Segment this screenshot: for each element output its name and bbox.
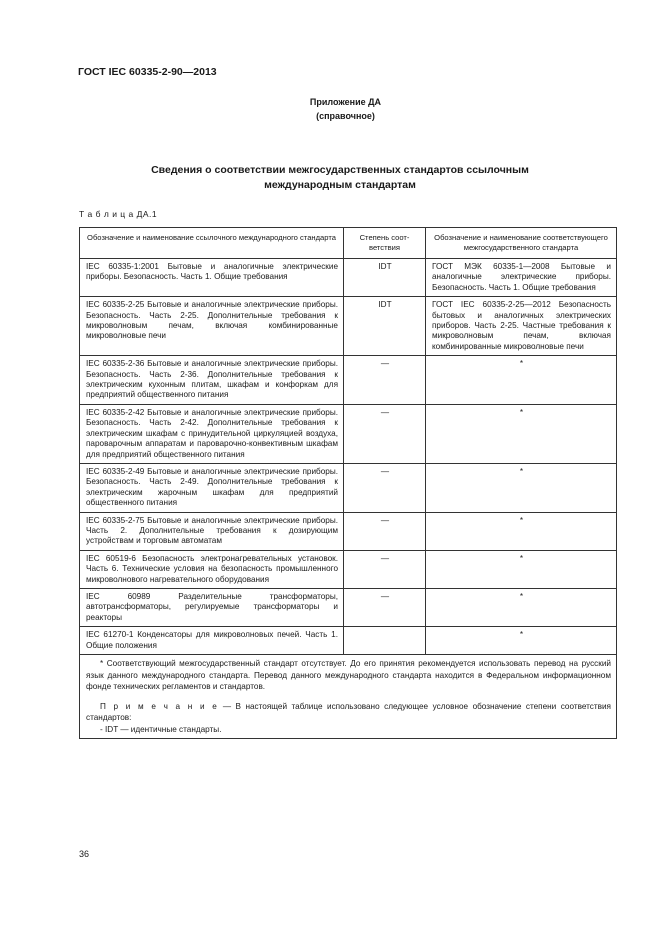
cell-interstate-standard: * [426,550,617,588]
appendix-kind: (справочное) [316,111,375,121]
title-line-2: международным стандартам [264,179,416,191]
page-number: 36 [79,849,90,859]
cell-interstate-standard: * [426,356,617,405]
cell-reference-standard: IEC 60335-2-42 Бытовые и аналогичные электрические приборы. Безопасность. Часть 2-42. Дополнительные требования к электрическим шкафам с принудительной циркуляцией воздуха, пароварочным аппаратам и пароварочно-конвективным шкафам для предприятий общественного питания [80,404,344,463]
cell-degree: — [344,512,426,550]
table-row [80,588,617,626]
header-degree: Степень соот-ветствия [344,228,426,259]
cell-reference-standard: IEC 60335-2-49 Бытовые и аналогичные электрические приборы. Безопасность. Часть 2-49. Дополнительные требования к электрическим жарочным шкафам для предприятий общественного питания [80,463,344,512]
title-line-1: Сведения о соответствии межгосударственных стандартов ссылочным [151,164,529,176]
table-row [80,259,617,297]
table-row [80,463,617,512]
table-caption: Т а б л и ц а ДА.1 [79,209,158,219]
cell-degree [344,627,426,655]
note-item: - IDT — идентичные стандарты. [100,724,222,734]
cell-interstate-standard: * [426,627,617,655]
cell-interstate-standard: * [426,404,617,463]
cell-reference-standard: IEC 60335-2-75 Бытовые и аналогичные электрические приборы. Часть 2. Дополнительные требования к дозирующим устройствам и торговым автоматам [80,512,344,550]
cell-reference-standard: IEC 60335-2-36 Бытовые и аналогичные электрические приборы. Безопасность. Часть 2-36. Дополнительные требования к электрическим кухонным плитам, шкафам и конфоркам для предприятий общественного питания [80,356,344,405]
correspondence-table [79,227,617,739]
document-code: ГОСТ IEC 60335-2-90—2013 [78,66,217,78]
cell-interstate-standard: * [426,588,617,626]
cell-reference-standard: IEC 61270-1 Конденсаторы для микроволновых печей. Часть 1. Общие положения [80,627,344,655]
cell-interstate-standard: ГОСТ МЭК 60335-1—2008 Бытовые и аналогичные электрические приборы. Безопасность. Часть 1. Общие требования [426,259,617,297]
cell-degree: IDT [344,297,426,356]
header-interstate-standard: Обозначение и наименование соответствующего межгосударственного стандарта [426,228,617,259]
appendix-heading [0,95,661,123]
table-header-row [80,228,617,259]
table-row [80,550,617,588]
appendix-label: Приложение ДА [309,97,382,107]
cell-interstate-standard: * [426,463,617,512]
footnote-text: * Соответствующий межгосударственный стандарт отсутствует. До его принятия рекомендуется использовать перевод на русский язык данного международного стандарта. Перевод данного международного стандарта находится в Федеральном информационном фонде технических регламентов и стандартов. [86,659,611,691]
cell-degree: — [344,404,426,463]
cell-reference-standard: IEC 60989 Разделительные трансформаторы, автотрансформаторы, регулируемые трансформаторы и реакторы [80,588,344,626]
cell-reference-standard: IEC 60335-2-25 Бытовые и аналогичные электрические приборы. Безопасность. Часть 2-25. Дополнительные требования к микроволновым печам, включая комбинированные микроволновые печи [80,297,344,356]
cell-degree: IDT [344,259,426,297]
section-title [60,163,620,193]
table-row [80,297,617,356]
cell-degree: — [344,550,426,588]
cell-interstate-standard: * [426,512,617,550]
table-row [80,356,617,405]
table-row [80,404,617,463]
cell-degree: — [344,463,426,512]
cell-degree: — [344,588,426,626]
cell-degree: — [344,356,426,405]
table-row [80,627,617,655]
cell-interstate-standard: ГОСТ IEC 60335-2-25—2012 Безопасность бытовых и аналогичных электрических приборов. Часть 2-25. Частные требования к микроволновым печам, включая комбинированные микроволновые печи [426,297,617,356]
table-row [80,512,617,550]
note-text: — В настоящей таблице использовано следующее условное обозначение степени соответствия стандартов: [86,701,611,722]
note-label: П р и м е ч а н и е [100,701,219,711]
table-footnote [80,655,617,739]
cell-reference-standard: IEC 60335-1:2001 Бытовые и аналогичные электрические приборы. Безопасность. Часть 1. Общие требования [80,259,344,297]
note-paragraph [86,701,611,724]
table-footnote-row [80,655,617,739]
cell-reference-standard: IEC 60519-6 Безопасность электронагревательных установок. Часть 6. Технические условия на безопасность промышленного микроволнового нагревательного оборудования [80,550,344,588]
header-international-standard: Обозначение и наименование ссылочного международного стандарта [80,228,344,259]
